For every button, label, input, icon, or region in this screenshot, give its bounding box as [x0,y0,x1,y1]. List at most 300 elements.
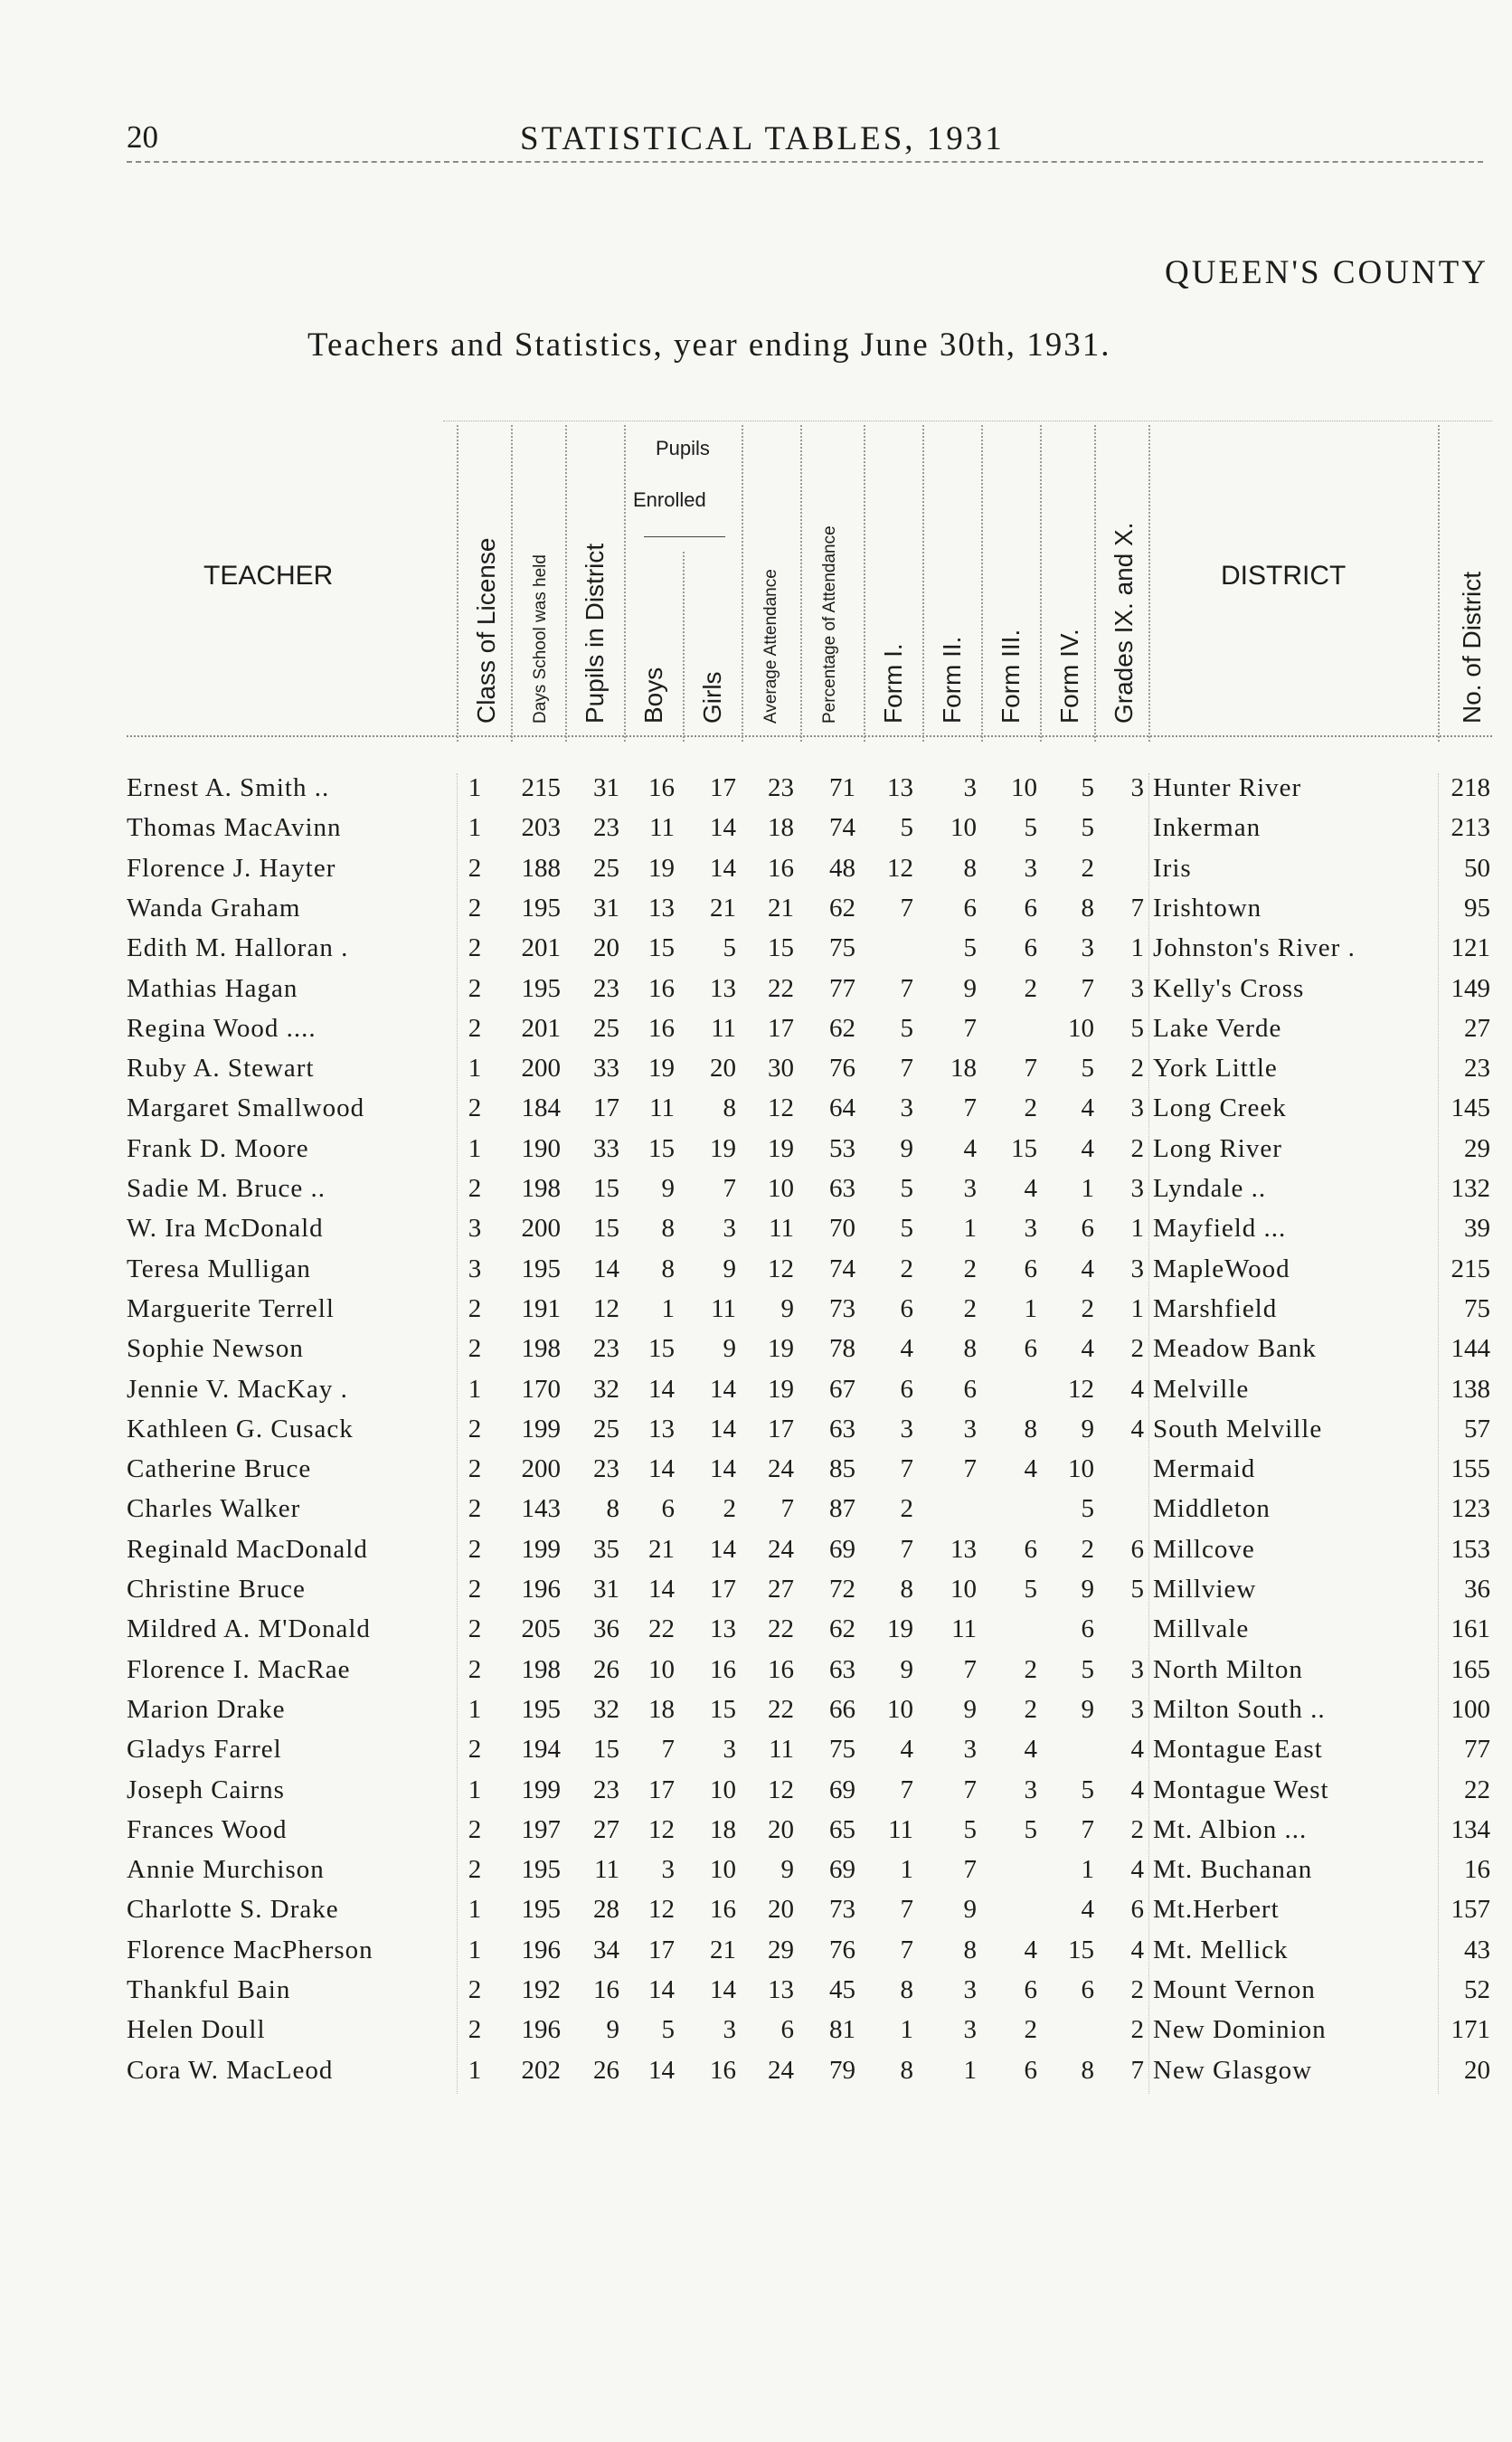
form-3-count: 6 [1024,1975,1037,2004]
pupils-in-district: 16 [593,1975,619,2004]
license-class: 2 [468,1013,482,1043]
table-row [0,1975,1512,2015]
form-3-count: 5 [1024,1814,1037,1844]
girls-enrolled: 8 [723,1093,736,1123]
form-2-count: 3 [963,1414,977,1443]
days-held: 203 [521,813,561,843]
form-4-count: 2 [1081,1534,1094,1564]
percentage-attendance: 76 [829,1054,855,1084]
district-number: 29 [1464,1133,1490,1163]
days-held: 201 [521,933,561,963]
teacher-name: Marguerite Terrell [127,1293,335,1323]
form-4-count: 15 [1068,1935,1094,1964]
license-class: 1 [468,1895,482,1925]
form-2-count: 6 [963,1374,977,1404]
form-1-count: 7 [900,893,913,923]
girls-enrolled: 11 [711,1293,736,1323]
grades-9-10-count: 3 [1130,1093,1144,1123]
days-held: 184 [521,1093,561,1123]
girls-enrolled: 15 [710,1694,736,1724]
col-divider [624,425,626,742]
percentage-attendance: 69 [829,1534,855,1564]
boys-enrolled: 14 [648,2055,675,2085]
district-name: Kelly's Cross [1153,973,1305,1003]
average-attendance: 19 [768,1334,794,1364]
license-class: 1 [468,1694,482,1724]
form-4-count: 5 [1081,1654,1094,1684]
form-1-count: 7 [900,1895,913,1925]
district-name: New Glasgow [1153,2055,1313,2085]
form-2-count: 9 [963,1895,977,1925]
average-attendance: 6 [780,2015,794,2045]
table-row [0,933,1512,973]
form-4-count: 5 [1081,813,1094,843]
col-divider [800,425,802,742]
teacher-name: Jennie V. MacKay . [127,1374,348,1404]
girls-enrolled: 9 [723,1334,736,1364]
days-held: 195 [521,1694,561,1724]
average-attendance: 9 [780,1855,794,1885]
district-number: 153 [1451,1534,1490,1564]
boys-enrolled: 14 [648,1454,675,1484]
district-name: Lake Verde [1153,1013,1282,1043]
form-1-count: 5 [900,1013,913,1043]
form-1-count: 8 [900,1575,913,1604]
percentage-attendance: 81 [829,2015,855,2045]
header-pupils: Pupils [656,437,710,459]
district-number: 27 [1464,1013,1490,1043]
district-name: Millcove [1153,1534,1255,1564]
pupils-in-district: 25 [593,1414,619,1443]
form-4-count: 7 [1081,1814,1094,1844]
boys-enrolled: 12 [648,1895,675,1925]
license-class: 1 [468,1133,482,1163]
table-row [0,1214,1512,1254]
district-name: Lyndale .. [1153,1174,1267,1203]
average-attendance: 18 [768,813,794,843]
girls-enrolled: 3 [723,2015,736,2045]
teacher-name: Thomas MacAvinn [127,813,342,843]
average-attendance: 12 [768,1775,794,1804]
girls-enrolled: 10 [710,1855,736,1885]
average-attendance: 12 [768,1254,794,1283]
days-held: 191 [521,1293,561,1323]
average-attendance: 23 [768,773,794,802]
pupils-in-district: 23 [593,813,619,843]
col-divider [864,425,865,742]
running-title: STATISTICAL TABLES, 1931 [520,120,1005,157]
form-1-count: 6 [900,1293,913,1323]
table-row [0,894,1512,933]
form-3-count: 2 [1024,2015,1037,2045]
pupils-in-district: 36 [593,1614,619,1644]
grades-9-10-count: 4 [1130,1374,1144,1404]
table-row [0,1294,1512,1334]
district-number: 95 [1464,893,1490,923]
header-form-2: Form II. [938,636,966,724]
days-held: 197 [521,1814,561,1844]
license-class: 2 [468,1414,482,1443]
pupils-in-district: 31 [593,773,619,802]
form-3-count: 6 [1024,1534,1037,1564]
header-bottom-rule [127,735,1492,737]
district-number: 218 [1451,773,1490,802]
form-2-count: 8 [963,853,977,883]
form-3-count: 15 [1011,1133,1037,1163]
days-held: 190 [521,1133,561,1163]
days-held: 199 [521,1775,561,1804]
form-4-count: 6 [1081,1975,1094,2004]
district-name: Iris [1153,853,1192,883]
pupils-in-district: 23 [593,1454,619,1484]
girls-enrolled: 14 [710,1975,736,2004]
pupils-in-district: 8 [606,1494,619,1524]
average-attendance: 24 [768,2055,794,2085]
grades-9-10-count: 4 [1130,1414,1144,1443]
form-3-count: 10 [1011,773,1037,802]
table-row [0,1093,1512,1133]
table-header [0,412,1512,746]
teacher-name: Ernest A. Smith .. [127,773,330,802]
percentage-attendance: 76 [829,1935,855,1964]
table-row [0,1174,1512,1214]
form-4-count: 4 [1081,1254,1094,1283]
grades-9-10-count: 6 [1130,1534,1144,1564]
grades-9-10-count: 2 [1130,1814,1144,1844]
enrolled-underline [644,536,725,537]
form-2-count: 4 [963,1133,977,1163]
license-class: 2 [468,893,482,923]
grades-9-10-count: 5 [1130,1575,1144,1604]
teacher-name: Wanda Graham [127,893,301,923]
form-2-count: 10 [950,1575,977,1604]
teacher-name: Reginald MacDonald [127,1534,368,1564]
boys-enrolled: 12 [648,1814,675,1844]
license-class: 3 [468,1214,482,1244]
pupils-in-district: 34 [593,1935,619,1964]
girls-enrolled: 21 [710,893,736,923]
average-attendance: 16 [768,1654,794,1684]
form-3-count: 2 [1024,1093,1037,1123]
form-1-count: 19 [887,1614,913,1644]
teacher-name: Marion Drake [127,1694,286,1724]
teacher-name: Frances Wood [127,1814,288,1844]
boys-enrolled: 1 [661,1293,675,1323]
license-class: 2 [468,933,482,963]
grades-9-10-count: 3 [1130,1254,1144,1283]
license-class: 2 [468,1534,482,1564]
girls-enrolled: 2 [723,1494,736,1524]
form-4-count: 10 [1068,1454,1094,1484]
district-name: Long River [1153,1133,1282,1163]
district-number: 43 [1464,1935,1490,1964]
pupils-in-district: 25 [593,1013,619,1043]
form-1-count: 7 [900,973,913,1003]
form-1-count: 6 [900,1374,913,1404]
table-row [0,1735,1512,1775]
form-1-count: 7 [900,1054,913,1084]
district-name: Melville [1153,1374,1250,1404]
district-number: 50 [1464,853,1490,883]
license-class: 3 [468,1254,482,1283]
grades-9-10-count: 4 [1130,1855,1144,1885]
license-class: 2 [468,1575,482,1604]
boys-enrolled: 19 [648,853,675,883]
pupils-in-district: 35 [593,1534,619,1564]
girls-enrolled: 3 [723,1735,736,1765]
table-row [0,974,1512,1014]
grades-9-10-count: 3 [1130,773,1144,802]
license-class: 2 [468,1174,482,1203]
form-4-count: 3 [1081,933,1094,963]
percentage-attendance: 78 [829,1334,855,1364]
form-2-count: 7 [963,1093,977,1123]
boys-enrolled: 15 [648,1334,675,1364]
license-class: 2 [468,1814,482,1844]
boys-enrolled: 14 [648,1975,675,2004]
pupils-in-district: 15 [593,1174,619,1203]
district-name: Johnston's River . [1153,933,1356,963]
grades-9-10-count: 1 [1130,933,1144,963]
average-attendance: 22 [768,1614,794,1644]
days-held: 215 [521,773,561,802]
pupils-in-district: 33 [593,1133,619,1163]
district-name: Mt. Albion ... [1153,1814,1308,1844]
form-1-count: 2 [900,1494,913,1524]
days-held: 202 [521,2055,561,2085]
form-1-count: 13 [887,773,913,802]
girls-enrolled: 20 [710,1054,736,1084]
license-class: 2 [468,973,482,1003]
district-number: 52 [1464,1975,1490,2004]
license-class: 2 [468,1093,482,1123]
girls-enrolled: 16 [710,1895,736,1925]
boys-enrolled: 19 [648,1054,675,1084]
girls-enrolled: 14 [710,1454,736,1484]
percentage-attendance: 71 [829,773,855,802]
average-attendance: 9 [780,1293,794,1323]
form-3-count: 2 [1024,973,1037,1003]
license-class: 2 [468,1494,482,1524]
grades-9-10-count: 1 [1130,1214,1144,1244]
district-name: North Milton [1153,1654,1303,1684]
days-held: 198 [521,1654,561,1684]
grades-9-10-count: 4 [1130,1775,1144,1804]
form-4-count: 9 [1081,1694,1094,1724]
boys-enrolled: 21 [648,1534,675,1564]
form-2-count: 9 [963,973,977,1003]
form-4-count: 9 [1081,1414,1094,1443]
form-4-count: 1 [1081,1855,1094,1885]
boys-enrolled: 13 [648,893,675,923]
girls-enrolled: 5 [723,933,736,963]
form-2-count: 8 [963,1935,977,1964]
form-1-count: 3 [900,1414,913,1443]
district-name: South Melville [1153,1414,1323,1443]
form-4-count: 1 [1081,1174,1094,1203]
district-name: Millvale [1153,1614,1250,1644]
average-attendance: 24 [768,1454,794,1484]
table-row [0,1014,1512,1054]
form-4-count: 12 [1068,1374,1094,1404]
average-attendance: 19 [768,1374,794,1404]
license-class: 2 [468,1614,482,1644]
days-held: 200 [521,1054,561,1084]
district-name: Mount Vernon [1153,1975,1316,2004]
pupils-in-district: 9 [606,2015,619,2045]
boys-enrolled: 3 [661,1855,675,1885]
days-held: 196 [521,2015,561,2045]
table-row [0,1815,1512,1855]
header-days-school-held: Days School was held [531,554,550,724]
form-4-count: 8 [1081,893,1094,923]
boys-enrolled: 15 [648,933,675,963]
pupils-in-district: 23 [593,1334,619,1364]
form-1-count: 9 [900,1133,913,1163]
col-divider [457,425,458,742]
col-divider [1040,425,1042,742]
pupils-in-district: 23 [593,1775,619,1804]
form-1-count: 9 [900,1654,913,1684]
district-name: Irishtown [1153,893,1262,923]
percentage-attendance: 73 [829,1293,855,1323]
form-1-count: 11 [888,1814,913,1844]
form-3-count: 5 [1024,813,1037,843]
girls-enrolled: 9 [723,1254,736,1283]
table-row [0,2056,1512,2096]
pupils-in-district: 32 [593,1694,619,1724]
form-4-count: 6 [1081,1614,1094,1644]
table-row [0,813,1512,853]
district-name: Milton South .. [1153,1694,1326,1724]
boys-enrolled: 6 [661,1494,675,1524]
district-name: Inkerman [1153,813,1262,843]
form-2-count: 10 [950,813,977,843]
district-number: 77 [1464,1735,1490,1765]
grades-9-10-count: 2 [1130,1975,1144,2004]
grades-9-10-count: 3 [1130,973,1144,1003]
grades-9-10-count: 7 [1130,2055,1144,2085]
form-3-count: 6 [1024,893,1037,923]
percentage-attendance: 72 [829,1575,855,1604]
form-3-count: 6 [1024,933,1037,963]
girls-enrolled: 14 [710,1414,736,1443]
percentage-attendance: 63 [829,1654,855,1684]
district-name: Millview [1153,1575,1257,1604]
girls-enrolled: 11 [711,1013,736,1043]
form-2-count: 3 [963,2015,977,2045]
district-number: 39 [1464,1214,1490,1244]
header-form-3: Form III. [997,629,1025,724]
form-1-count: 3 [900,1093,913,1123]
col-divider [922,425,924,742]
pupils-in-district: 26 [593,2055,619,2085]
average-attendance: 22 [768,1694,794,1724]
pupils-in-district: 15 [593,1735,619,1765]
district-number: 132 [1451,1174,1490,1203]
form-2-count: 11 [951,1614,977,1644]
form-2-count: 8 [963,1334,977,1364]
average-attendance: 15 [768,933,794,963]
form-1-count: 7 [900,1454,913,1484]
form-1-count: 1 [900,2015,913,2045]
col-divider [565,425,567,742]
average-attendance: 11 [769,1214,794,1244]
days-held: 170 [521,1374,561,1404]
average-attendance: 19 [768,1133,794,1163]
district-number: 121 [1451,933,1490,963]
district-name: Hunter River [1153,773,1302,802]
form-1-count: 10 [887,1694,913,1724]
table-row [0,1614,1512,1654]
percentage-attendance: 67 [829,1374,855,1404]
percentage-attendance: 85 [829,1454,855,1484]
grades-9-10-count: 4 [1130,1735,1144,1765]
form-1-count: 8 [900,1975,913,2004]
header-class-of-license: Class of License [472,537,500,724]
percentage-attendance: 62 [829,1614,855,1644]
header-pupils-in-district: Pupils in District [581,543,609,724]
header-rule [127,161,1483,163]
form-1-count: 7 [900,1534,913,1564]
district-name: Montague East [1153,1735,1323,1765]
license-class: 1 [468,1374,482,1404]
district-name: York Little [1153,1054,1278,1084]
girls-enrolled: 13 [710,1614,736,1644]
form-3-count: 6 [1024,1334,1037,1364]
girls-enrolled: 21 [710,1935,736,1964]
grades-9-10-count: 2 [1130,2015,1144,2045]
pupils-in-district: 32 [593,1374,619,1404]
boys-enrolled: 16 [648,1013,675,1043]
form-4-count: 5 [1081,773,1094,802]
days-held: 192 [521,1975,561,2004]
district-name: New Dominion [1153,2015,1327,2045]
percentage-attendance: 63 [829,1414,855,1443]
form-2-count: 2 [963,1293,977,1323]
days-held: 195 [521,973,561,1003]
percentage-attendance: 79 [829,2055,855,2085]
district-name: Middleton [1153,1494,1271,1524]
form-3-count: 8 [1024,1414,1037,1443]
average-attendance: 16 [768,853,794,883]
boys-enrolled: 14 [648,1374,675,1404]
header-percentage-attendance: Percentage of Attendance [820,525,839,724]
form-2-count: 1 [963,1214,977,1244]
license-class: 2 [468,1654,482,1684]
form-3-count: 4 [1024,1935,1037,1964]
percentage-attendance: 63 [829,1174,855,1203]
pupils-in-district: 17 [593,1093,619,1123]
header-girls: Girls [698,671,726,724]
district-name: Marshfield [1153,1293,1278,1323]
district-number: 100 [1451,1694,1490,1724]
grades-9-10-count: 6 [1130,1895,1144,1925]
form-4-count: 8 [1081,2055,1094,2085]
pupils-in-district: 26 [593,1654,619,1684]
boys-enrolled: 8 [661,1214,675,1244]
days-held: 196 [521,1575,561,1604]
license-class: 1 [468,773,482,802]
grades-9-10-count: 2 [1130,1054,1144,1084]
form-4-count: 6 [1081,1214,1094,1244]
teacher-name: Edith M. Halloran . [127,933,349,963]
district-number: 213 [1451,813,1490,843]
header-boys: Boys [639,667,667,724]
table-row [0,1695,1512,1735]
license-class: 1 [468,1935,482,1964]
table-row [0,1936,1512,1975]
